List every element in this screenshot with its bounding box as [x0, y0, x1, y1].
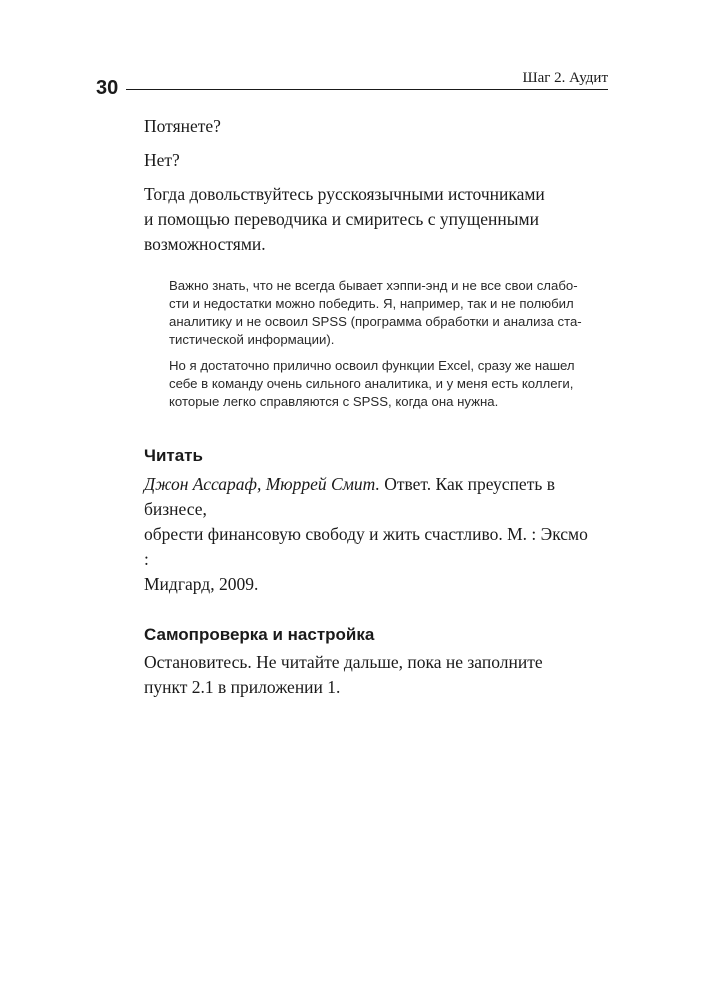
page-number: 30 — [96, 77, 119, 99]
note-p2-line-2: себе в команду очень сильного аналитика, и у меня есть коллеги, — [169, 376, 574, 391]
statement-line-1: Тогда довольствуйтесь русскоязычными источниками — [144, 184, 545, 204]
paragraph-statement — [144, 182, 594, 257]
section-heading-read: Читать — [144, 446, 203, 465]
paragraph-question-1: Потянете? — [144, 116, 221, 136]
statement-line-3: возможностями. — [144, 234, 266, 254]
reference-line-3: Мидгард, 2009. — [144, 574, 259, 594]
reference-line-1-rest: Ответ. Как преуспеть в бизнесе, — [144, 474, 555, 519]
statement-line-2: и помощью переводчика и смиритесь с упущенными — [144, 209, 539, 229]
note-p2-line-1: Но я достаточно прилично освоил функции Excel, сразу же нашел — [169, 358, 575, 373]
reference-line-2: обрести финансовую свободу и жить счастливо. М. : Эксмо : — [144, 524, 588, 569]
self-check-paragraph — [144, 650, 594, 700]
running-head: Шаг 2. Аудит — [516, 70, 608, 86]
self-check-line-2: пункт 2.1 в приложении 1. — [144, 677, 341, 697]
self-check-line-1: Остановитесь. Не читайте дальше, пока не заполните — [144, 652, 543, 672]
page-header — [96, 70, 608, 100]
note-p1-line-2: сти и недостатки можно победить. Я, например, так и не полюбил — [169, 296, 574, 311]
page-content — [144, 114, 594, 700]
note-paragraph-2 — [169, 357, 584, 411]
note-block — [144, 277, 584, 411]
paragraph-question-2: Нет? — [144, 150, 180, 170]
reference-authors: Джон Ассараф, Мюррей Смит. — [144, 474, 380, 494]
note-p1-line-1: Важно знать, что не всегда бывает хэппи-энд и не все свои слабо- — [169, 278, 578, 293]
note-p2-line-3: которые легко справляются с SPSS, когда она нужна. — [169, 394, 499, 409]
reference-paragraph — [144, 472, 594, 597]
note-paragraph-1 — [169, 277, 584, 349]
note-p1-line-3: аналитику и не освоил SPSS (программа обработки и анализа ста- — [169, 314, 582, 329]
header-rule — [126, 89, 608, 90]
section-heading-self-check: Самопроверка и настройка — [144, 625, 375, 644]
note-p1-line-4: тистической информации). — [169, 332, 335, 347]
